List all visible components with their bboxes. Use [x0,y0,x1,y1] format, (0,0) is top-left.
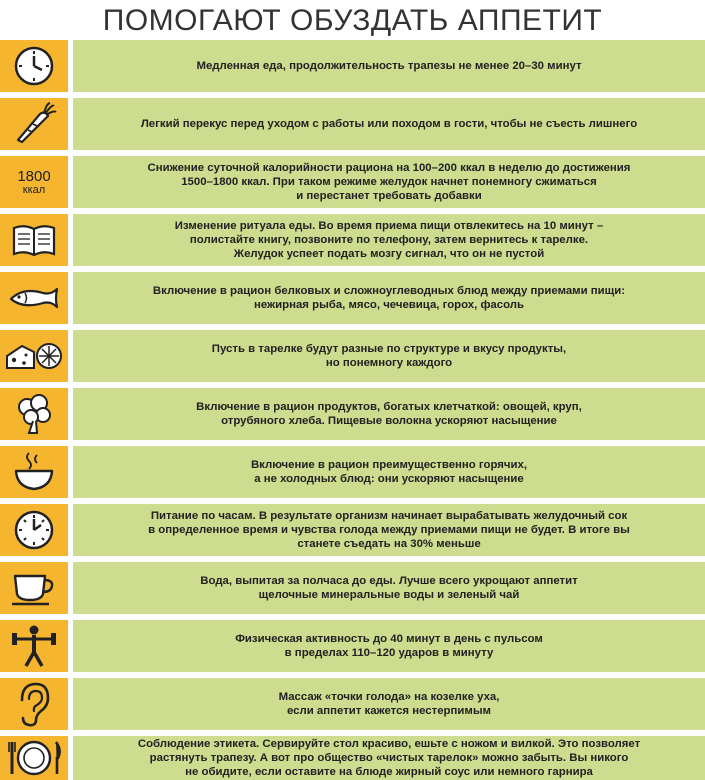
list-item [0,504,705,556]
tip-text-cell [73,98,705,150]
tip-text-cell [73,620,705,672]
icon-cell [0,98,68,150]
list-item [0,272,705,324]
calories-icon [17,169,50,196]
tip-text-cell [73,562,705,614]
icon-cell [0,504,68,556]
list-item [0,98,705,150]
cheese-lemon-icon [4,338,64,374]
broccoli-icon [11,391,57,437]
icon-cell [0,678,68,730]
tip-text-cell [73,678,705,730]
list-item [0,330,705,382]
list-item [0,388,705,440]
tip-text: Включение в рацион преимущественно горячих, а не холодных блюд: они ускоряют насыщение [250,459,528,485]
tip-text: Включение в рацион продуктов, богатых клетчаткой: овощей, круп, отрубяного хлеба. Пищевые волокна ускоряют насыщение [196,401,582,427]
icon-cell [0,446,68,498]
list-item [0,736,705,780]
tip-text-cell [73,504,705,556]
icon-cell [0,620,68,672]
icon-cell [0,214,68,266]
calories-number: 1800 [17,167,51,185]
icon-cell [0,156,68,208]
tip-text: Питание по часам. В результате организм начинает вырабатывать желудочный сок в определенное время и чувства голода между приемами пищи не будет. В итоге вы станете съедать на 30% меньше [148,510,630,550]
tip-text-cell [73,388,705,440]
tip-text: Вода, выпитая за полчаса до еды. Лучше всего укрощают аппетит щелочные минеральные воды и зеленый чай [200,575,578,601]
tip-text: Включение в рацион белковых и сложноуглеводных блюд между приемами пищи: нежирная рыба, мясо, чечевица, горох, фасоль [152,285,626,311]
page-title: ПОМОГАЮТ ОБУЗДАТЬ АППЕТИТ [102,4,603,37]
tip-text: Изменение ритуала еды. Во время приема пищи отвлекитесь на 10 минут – полистайте книгу, позвоните по телефону, затем вернитесь к тарелке. Желудок успеет подать мозгу сигнал, что он не пустой [174,220,604,260]
list-item [0,620,705,672]
carrot-icon [10,100,58,148]
tip-text: Физическая активность до 40 минут в день с пульсом в пределах 110–120 ударов в минуту [235,633,543,659]
exercise-icon [9,623,59,669]
tip-text-cell [73,736,705,780]
fish-icon [7,281,61,315]
plate-cutlery-icon [6,738,62,778]
list-item [0,446,705,498]
tip-text: Массаж «точки голода» на козелке уха, если аппетит кажется нестерпимым [278,691,500,717]
cup-icon [9,568,59,608]
book-icon [10,220,58,260]
tip-text: Медленная еда, продолжительность трапезы не менее 20–30 минут [196,60,582,72]
icon-cell [0,736,68,780]
tip-text: Соблюдение этикета. Сервируйте стол красиво, ешьте с ножом и вилкой. Это позволяет растянуть трапезу. А вот про общество «чистых тарелок» можно забыть. Вы никого не обидите, если оставите на блюде жирный соус или немного гарнира [137,738,641,778]
hot-bowl-icon [11,449,57,495]
tip-text-cell [73,156,705,208]
calories-unit: ккал [22,183,46,196]
tip-text-cell [73,40,705,92]
ear-icon [14,680,54,728]
icon-cell [0,330,68,382]
tip-text-cell [73,272,705,324]
list-item [0,562,705,614]
icon-cell [0,272,68,324]
list-item [0,214,705,266]
tip-text: Снижение суточной калорийности рациона на 100–200 ккал в неделю до достижения 1500–1800 ккал. При таком режиме желудок начнет понемногу сжиматься и перестанет требовать добавки [147,162,631,202]
clock-icon [12,508,56,552]
tip-text: Легкий перекус перед уходом с работы или походом в гости, чтобы не съесть лишнего [140,118,638,130]
list-item [0,678,705,730]
clock-icon [12,44,56,88]
tip-text-cell [73,446,705,498]
icon-cell [0,388,68,440]
tip-text-cell [73,330,705,382]
icon-cell [0,40,68,92]
list-item [0,40,705,92]
list-item [0,156,705,208]
tip-text: Пусть в тарелке будут разные по структуре и вкусу продукты, но понемногу каждого [211,343,567,369]
icon-cell [0,562,68,614]
tip-text-cell [73,214,705,266]
